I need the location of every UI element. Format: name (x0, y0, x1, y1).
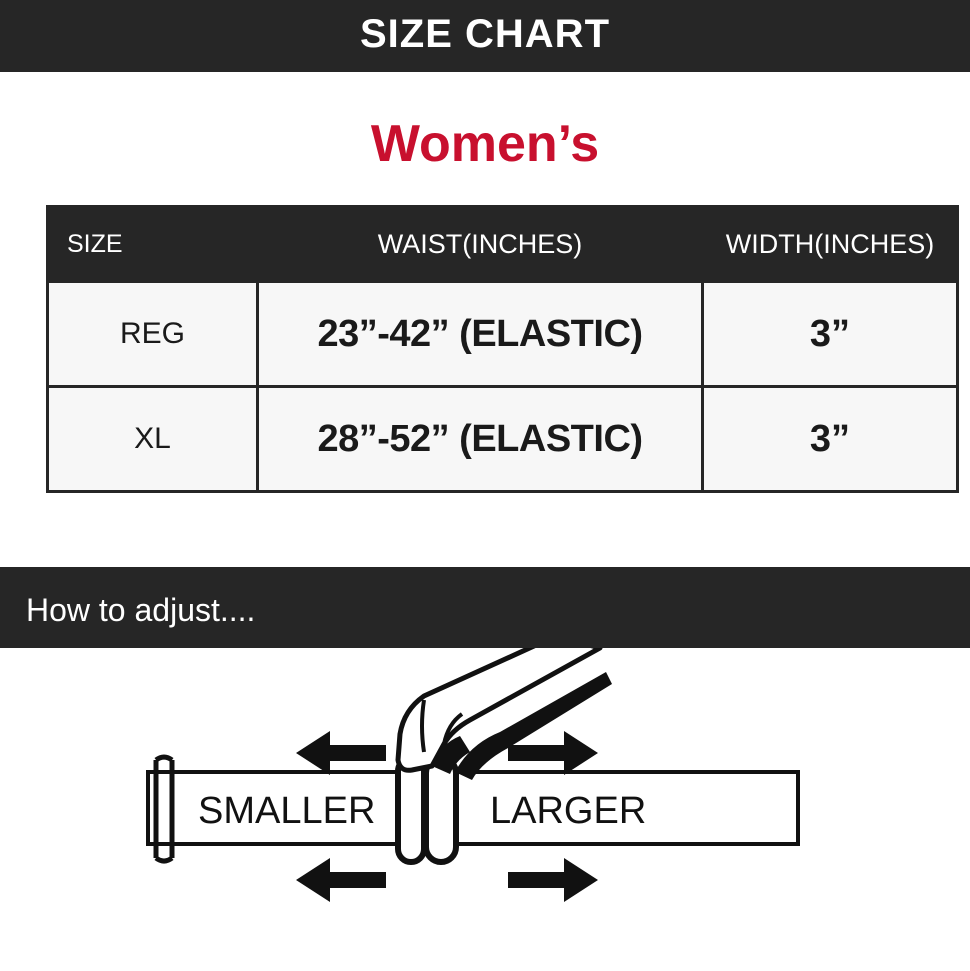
column-header-waist: WAIST(INCHES) (258, 207, 703, 282)
arrow-left-lower-icon (296, 858, 386, 902)
arrow-left-upper-icon (296, 731, 386, 775)
label-larger: LARGER (490, 790, 647, 832)
adjust-illustration (0, 648, 970, 971)
main-panel (0, 68, 970, 571)
cell-width: 3” (703, 387, 958, 492)
size-table-container (46, 205, 935, 493)
belt-adjust-diagram (0, 648, 970, 971)
arrow-right-lower-icon (508, 858, 598, 902)
label-smaller: SMALLER (198, 790, 376, 832)
cell-size: XL (48, 387, 258, 492)
column-header-width: WIDTH(INCHES) (703, 207, 958, 282)
table-header-row (48, 207, 958, 282)
belt-buckle-icon (398, 758, 456, 862)
table-header (48, 207, 958, 282)
gender-title: Women’s (370, 115, 600, 173)
header-banner (0, 0, 970, 68)
table-row (48, 387, 958, 492)
cell-waist: 23”-42” (ELASTIC) (258, 282, 703, 387)
page-title: SIZE CHART (360, 12, 610, 56)
cell-size: REG (48, 282, 258, 387)
cell-waist: 28”-52” (ELASTIC) (258, 387, 703, 492)
how-to-adjust-banner (0, 571, 970, 648)
size-table (46, 205, 959, 493)
how-to-adjust-label: How to adjust.... (26, 591, 256, 628)
table-row (48, 282, 958, 387)
column-header-size: SIZE (48, 207, 258, 282)
table-body (48, 282, 958, 492)
cell-width: 3” (703, 282, 958, 387)
